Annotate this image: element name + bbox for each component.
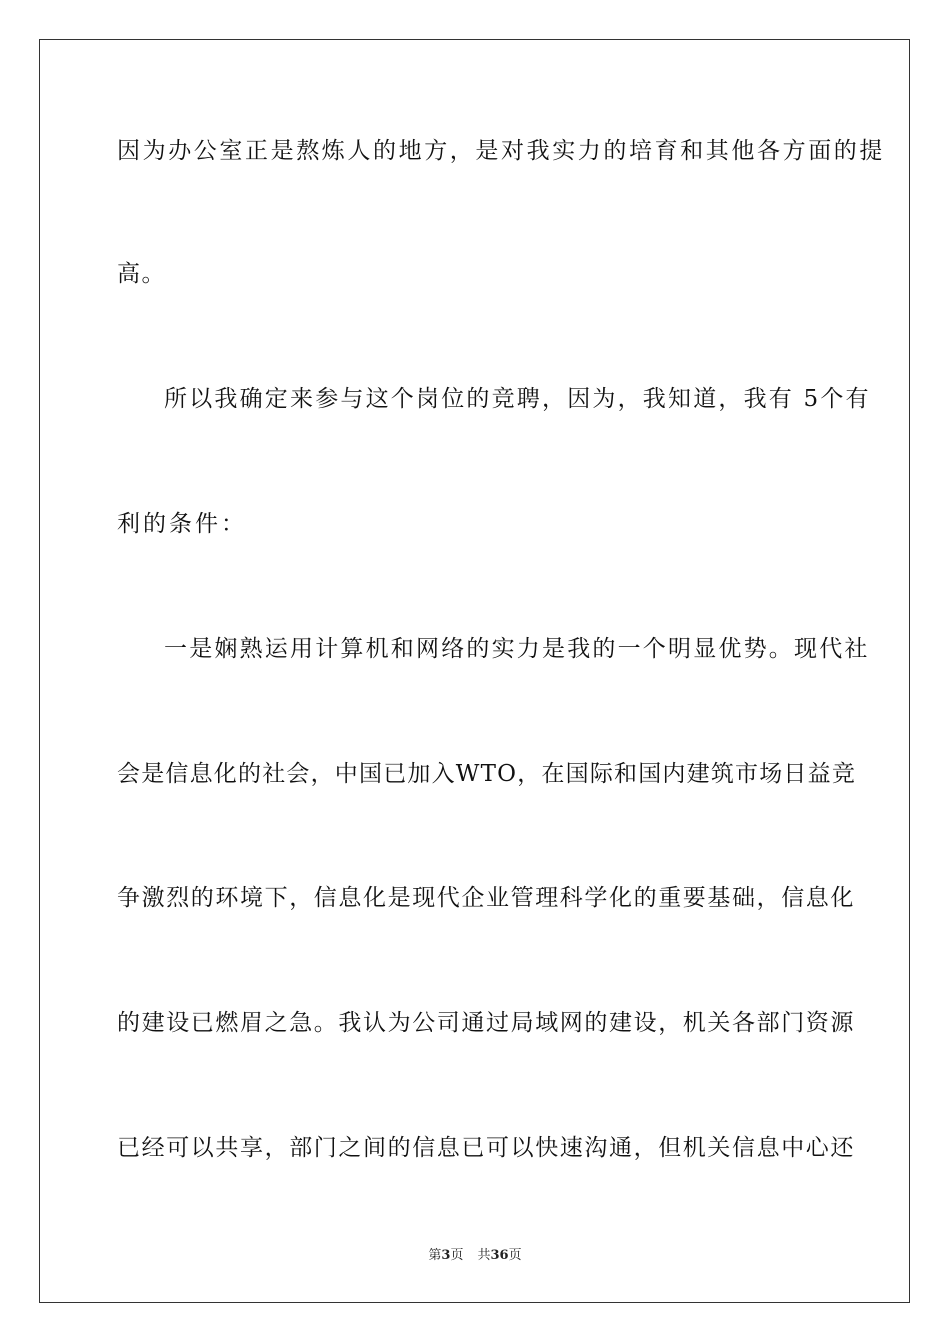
text-line: 一是娴熟运用计算机和网络的实力是我的一个明显优势。现代社 [164, 636, 870, 662]
text-line: 的建设已燃眉之急。我认为公司通过局域网的建设，机关各部门资源 [117, 1010, 855, 1036]
page-footer [0, 1247, 950, 1265]
total-pages: 36 [490, 1248, 509, 1263]
text-line: 会是信息化的社会，中国已加入WTO，在国际和国内建筑市场日益竞 [117, 761, 857, 787]
text-line: 利的条件： [117, 511, 247, 537]
page-number: 3 [441, 1248, 451, 1263]
page-suffix: 页 [450, 1248, 464, 1263]
text-line: 因为办公室正是熬炼人的地方，是对我实力的培育和其他各方面的提 [117, 138, 885, 164]
text-line: 高。 [117, 261, 166, 287]
page-border [39, 39, 910, 1303]
text-line: 争激烈的环境下，信息化是现代企业管理科学化的重要基础，信息化 [117, 885, 855, 911]
page-prefix: 第 [428, 1248, 442, 1263]
text-line: 所以我确定来参与这个岗位的竞聘，因为，我知道，我有 5个有 [164, 386, 871, 412]
text-line: 已经可以共享，部门之间的信息已可以快速沟通，但机关信息中心还 [117, 1135, 855, 1161]
total-suffix: 页 [508, 1248, 522, 1263]
total-prefix: 共 [477, 1248, 491, 1263]
